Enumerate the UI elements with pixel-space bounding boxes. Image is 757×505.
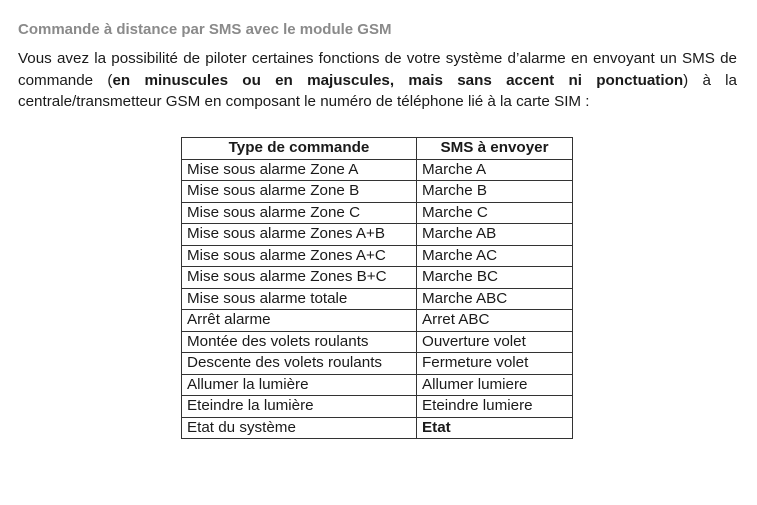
table-row [182, 396, 573, 418]
sms-text-cell: Marche A [417, 159, 573, 181]
sms-text-cell: Marche B [417, 181, 573, 203]
sms-text-cell: Eteindre lumiere [417, 396, 573, 418]
sms-text-cell: Marche BC [417, 267, 573, 289]
command-type-cell: Mise sous alarme Zones A+B [182, 224, 417, 246]
intro-text-bold: en minuscules ou en majuscules, mais sans accent ni ponctuation [112, 71, 684, 89]
command-type-cell: Eteindre la lumière [182, 396, 417, 418]
command-type-cell: Mise sous alarme Zones A+C [182, 245, 417, 267]
command-type-cell: Arrêt alarme [182, 310, 417, 332]
command-type-cell: Montée des volets roulants [182, 331, 417, 353]
command-type-cell: Mise sous alarme Zone C [182, 202, 417, 224]
command-type-cell: Etat du système [182, 417, 417, 439]
sms-text-cell: Allumer lumiere [417, 374, 573, 396]
table-row [182, 181, 573, 203]
command-type-cell: Mise sous alarme Zone B [182, 181, 417, 203]
sms-text-cell: Fermeture volet [417, 353, 573, 375]
intro-text-part1: Vous avez la possibilité de piloter certaines fonctions de votre système d’alarme en envoyant un SMS de commande ( [18, 50, 737, 89]
table-header-row [182, 138, 573, 160]
table-row [182, 310, 573, 332]
command-type-cell: Allumer la lumière [182, 374, 417, 396]
command-type-cell: Mise sous alarme totale [182, 288, 417, 310]
table-row [182, 417, 573, 439]
command-type-cell: Mise sous alarme Zone A [182, 159, 417, 181]
sms-text-cell: Marche ABC [417, 288, 573, 310]
sms-text-cell: Marche C [417, 202, 573, 224]
command-type-cell: Mise sous alarme Zones B+C [182, 267, 417, 289]
table-row [182, 202, 573, 224]
sms-text-cell: Marche AB [417, 224, 573, 246]
header-command-type: Type de commande [182, 138, 417, 160]
table-row [182, 267, 573, 289]
intro-text-part2: ) à la centrale/transmetteur GSM en composant le numéro de téléphone lié à la carte SIM : [18, 71, 738, 110]
sms-text-cell: Etat [417, 417, 573, 439]
table-row [182, 159, 573, 181]
sms-text-cell: Marche AC [417, 245, 573, 267]
section-title: Commande à distance par SMS avec le module GSM [18, 21, 392, 38]
command-type-cell: Descente des volets roulants [182, 353, 417, 375]
sms-text-cell: Arret ABC [417, 310, 573, 332]
table-row [182, 245, 573, 267]
table-row [182, 331, 573, 353]
table-row [182, 374, 573, 396]
table-row [182, 353, 573, 375]
sms-text-cell: Ouverture volet [417, 331, 573, 353]
table-row [182, 288, 573, 310]
table-row [182, 224, 573, 246]
header-sms-to-send: SMS à envoyer [417, 138, 573, 160]
intro-paragraph [18, 48, 737, 113]
sms-command-table [181, 137, 573, 439]
